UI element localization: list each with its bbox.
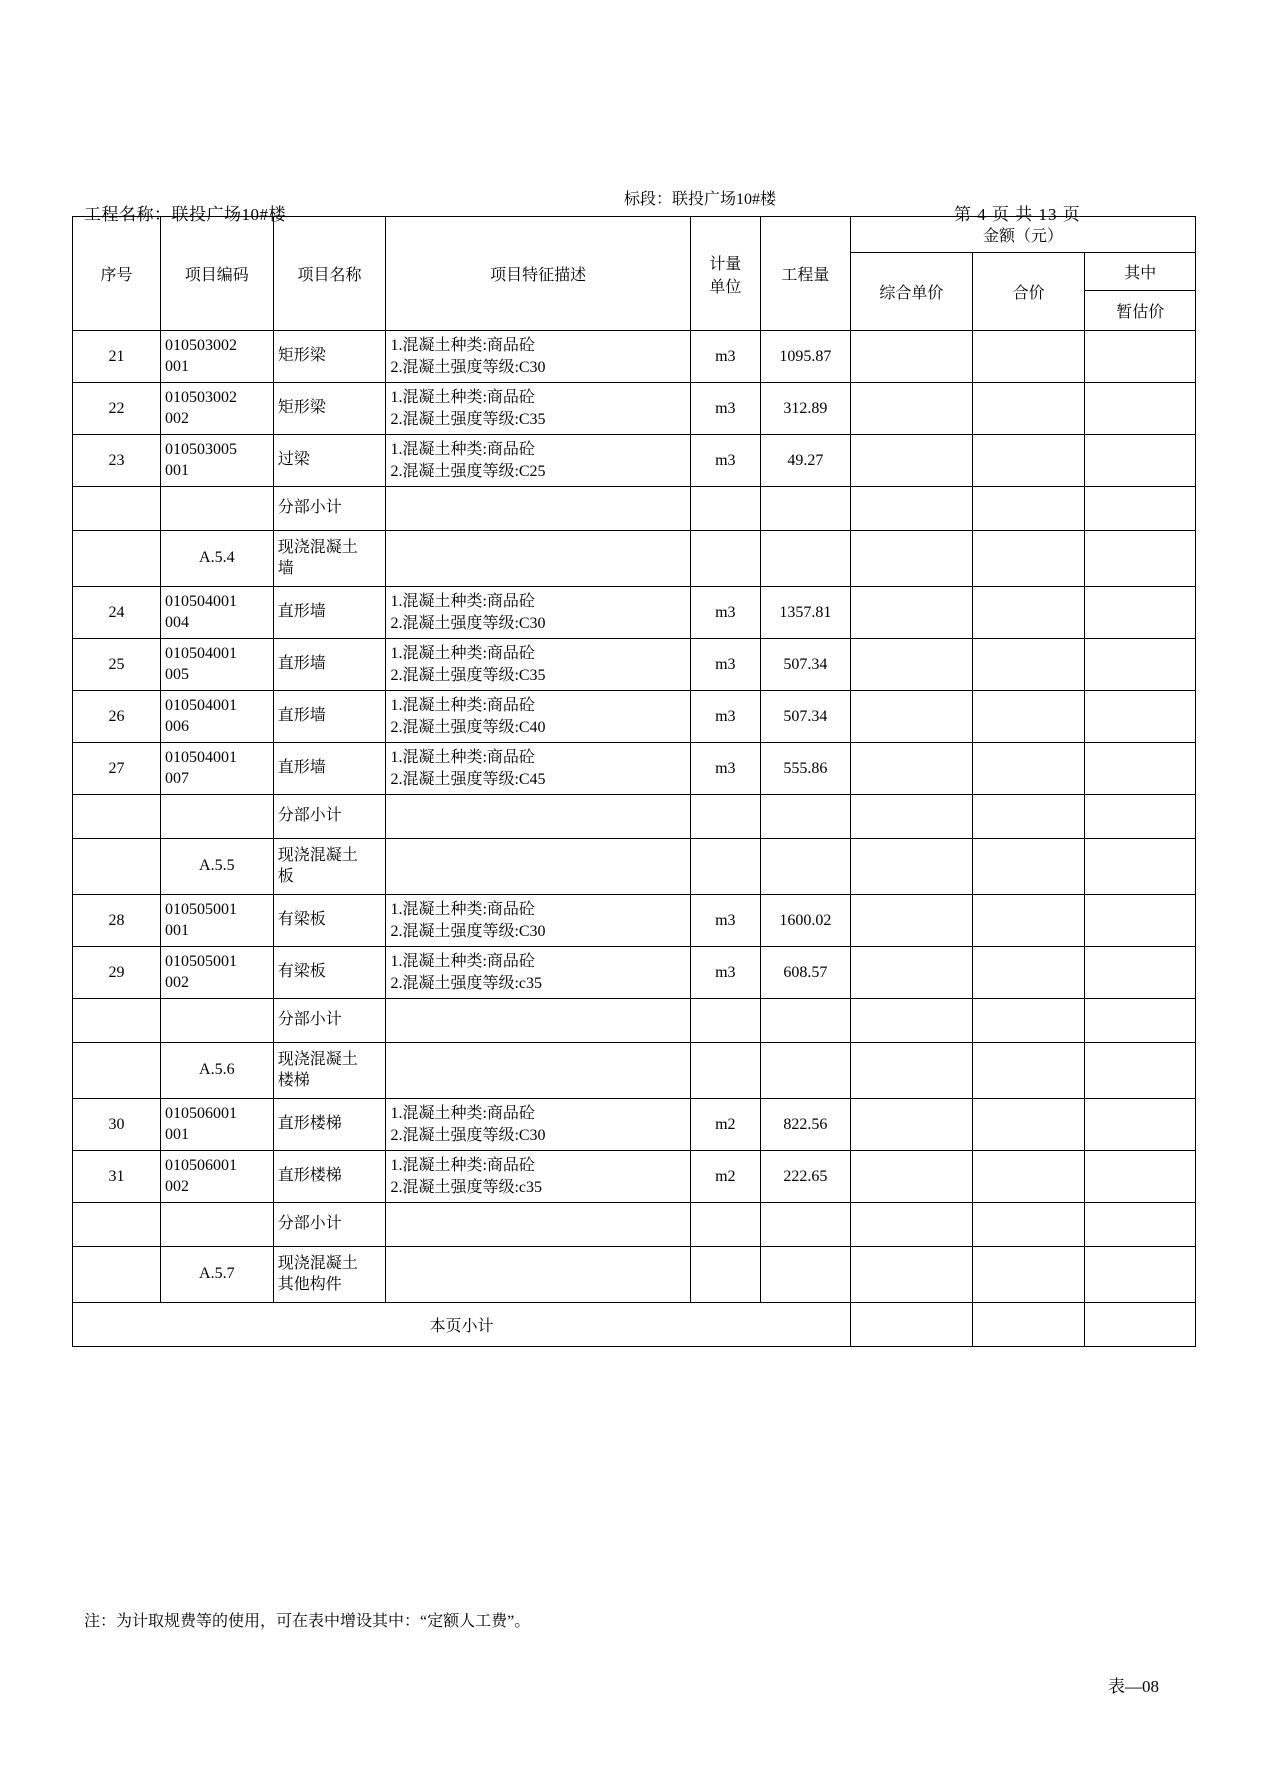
- cell-description: [386, 743, 690, 795]
- cell-name: 直形墙: [273, 639, 386, 691]
- cell-code-line1: 010503002: [164, 336, 237, 354]
- cell-provisional-price: [1085, 487, 1196, 531]
- page-number-label: 第 4 页 共 13 页: [954, 205, 1081, 224]
- cell-total-price: [972, 1203, 1085, 1247]
- cell-code-line2: 002: [164, 409, 189, 427]
- cell-name: 直形楼梯: [273, 1151, 386, 1203]
- cell-name: [273, 531, 386, 587]
- cell-name: 直形墙: [273, 587, 386, 639]
- cell-quantity: [760, 1247, 850, 1303]
- cell-name: 分部小计: [273, 795, 386, 839]
- cell-name-line1: 现浇混凝土: [277, 1254, 358, 1272]
- cell-name: 分部小计: [273, 1203, 386, 1247]
- table-row: [73, 1043, 1196, 1099]
- cell-provisional-price: [1085, 1247, 1196, 1303]
- cell-seq: 26: [73, 691, 161, 743]
- cell-total-price: [972, 795, 1085, 839]
- cell-code-line2: 001: [164, 357, 189, 375]
- cell-seq: [73, 487, 161, 531]
- cell-name: [273, 839, 386, 895]
- form-number: 表—08: [1108, 1677, 1159, 1696]
- footer-note: 注：为计取规费等的使用，可在表中增设其中：“定额人工费”。: [84, 1613, 531, 1630]
- cell-provisional-price: [1085, 839, 1196, 895]
- cell-code-line1: A.5.6: [199, 1061, 235, 1079]
- cell-unit: [690, 839, 760, 895]
- cell-unit: m3: [690, 895, 760, 947]
- cell-provisional-price: [1085, 383, 1196, 435]
- cell-unit-price: [850, 331, 972, 383]
- cell-description: [386, 1203, 690, 1247]
- cell-unit: [690, 795, 760, 839]
- cell-provisional-price: [1085, 895, 1196, 947]
- table-row: [73, 587, 1196, 639]
- cell-total-price: [972, 487, 1085, 531]
- col-header-provisional: 暂估价: [1085, 291, 1196, 331]
- cell-seq: 27: [73, 743, 161, 795]
- cell-description: [386, 383, 690, 435]
- cell-provisional-price: [1085, 795, 1196, 839]
- cell-description-line1: 1.混凝土种类:商品砼: [390, 1104, 535, 1122]
- cell-total-price: [972, 587, 1085, 639]
- cell-description-line2: 2.混凝土强度等级:C35: [390, 410, 546, 428]
- cell-code-line2: 001: [164, 461, 189, 479]
- cell-code: [160, 999, 273, 1043]
- table-header-row-1: [73, 217, 1196, 253]
- cell-description: [386, 839, 690, 895]
- cell-code-line1: 010506001: [164, 1104, 237, 1122]
- col-header-unit-line1: 计量: [709, 255, 742, 273]
- cell-code-line1: 010504001: [164, 592, 237, 610]
- cell-seq: 23: [73, 435, 161, 487]
- cell-name-line2: 板: [277, 867, 294, 885]
- cell-total-price: [972, 1099, 1085, 1151]
- cell-total-price: [972, 639, 1085, 691]
- cell-name: 矩形梁: [273, 331, 386, 383]
- cell-unit: m3: [690, 947, 760, 999]
- cell-name: 分部小计: [273, 999, 386, 1043]
- cell-unit-price: [850, 1203, 972, 1247]
- cell-code-line1: A.5.5: [199, 857, 235, 875]
- table-row: [73, 795, 1196, 839]
- cell-description-line2: 2.混凝土强度等级:C30: [390, 614, 546, 632]
- cell-seq: 30: [73, 1099, 161, 1151]
- cell-unit: [690, 1203, 760, 1247]
- table-row: [73, 639, 1196, 691]
- cell-code: [160, 947, 273, 999]
- cell-quantity: [760, 1203, 850, 1247]
- cell-name: 直形墙: [273, 691, 386, 743]
- cell-seq: 28: [73, 895, 161, 947]
- cell-total-price: [972, 743, 1085, 795]
- table-head: [73, 217, 1196, 331]
- cell-provisional-price: [1085, 999, 1196, 1043]
- cell-code-line1: 010506001: [164, 1156, 237, 1174]
- cell-description: [386, 487, 690, 531]
- cell-code: [160, 383, 273, 435]
- cell-unit: [690, 487, 760, 531]
- cell-quantity: 312.89: [760, 383, 850, 435]
- col-header-code: 项目编码: [160, 217, 273, 331]
- section-label: 标段：联投广场10#楼: [624, 191, 777, 208]
- cell-code-line1: A.5.4: [199, 549, 235, 567]
- cell-total-price: [972, 331, 1085, 383]
- table-row: [73, 691, 1196, 743]
- cell-quantity: 555.86: [760, 743, 850, 795]
- cell-provisional-price: [1085, 531, 1196, 587]
- cell-description-line1: 1.混凝土种类:商品砼: [390, 592, 535, 610]
- cell-name-line2: 其他构件: [277, 1275, 342, 1293]
- cell-code: [160, 795, 273, 839]
- col-header-unit-line2: 单位: [709, 278, 742, 296]
- cell-unit: m3: [690, 435, 760, 487]
- cell-description-line1: 1.混凝土种类:商品砼: [390, 1156, 535, 1174]
- cell-code-line1: 010505001: [164, 952, 237, 970]
- cell-description-line2: 2.混凝土强度等级:C40: [390, 718, 546, 736]
- cell-seq: 24: [73, 587, 161, 639]
- cell-description: [386, 895, 690, 947]
- cell-description: [386, 531, 690, 587]
- table-body: [73, 331, 1196, 1303]
- cell-description-line1: 1.混凝土种类:商品砼: [390, 748, 535, 766]
- cell-unit: [690, 531, 760, 587]
- cell-seq: [73, 1043, 161, 1099]
- table-row: [73, 1247, 1196, 1303]
- cell-provisional-price: [1085, 743, 1196, 795]
- cell-code-line1: A.5.7: [199, 1265, 235, 1283]
- cell-quantity: 1600.02: [760, 895, 850, 947]
- cell-code-line2: 001: [164, 921, 189, 939]
- cell-description: [386, 639, 690, 691]
- cell-description-line1: 1.混凝土种类:商品砼: [390, 388, 535, 406]
- cell-seq: [73, 795, 161, 839]
- cell-seq: 31: [73, 1151, 161, 1203]
- cell-description-line1: 1.混凝土种类:商品砼: [390, 336, 535, 354]
- page-total-total-price-cell: [972, 1303, 1085, 1347]
- cell-code: [160, 895, 273, 947]
- cell-code-line2: 001: [164, 1125, 189, 1143]
- cell-description: [386, 331, 690, 383]
- cell-quantity: 608.57: [760, 947, 850, 999]
- bill-of-quantities-table: [72, 216, 1196, 1347]
- table-row: [73, 999, 1196, 1043]
- page-total-provisional-cell: [1085, 1303, 1196, 1347]
- cell-name: 分部小计: [273, 487, 386, 531]
- cell-name-line1: 现浇混凝土: [277, 1050, 358, 1068]
- cell-unit: m3: [690, 743, 760, 795]
- cell-unit-price: [850, 743, 972, 795]
- cell-quantity: 507.34: [760, 639, 850, 691]
- cell-quantity: 49.27: [760, 435, 850, 487]
- cell-quantity: [760, 999, 850, 1043]
- cell-provisional-price: [1085, 1099, 1196, 1151]
- cell-unit-price: [850, 383, 972, 435]
- cell-quantity: 822.56: [760, 1099, 850, 1151]
- cell-code: [160, 639, 273, 691]
- cell-description: [386, 1099, 690, 1151]
- cell-name: 直形墙: [273, 743, 386, 795]
- cell-unit-price: [850, 587, 972, 639]
- cell-unit: [690, 1247, 760, 1303]
- cell-code: [160, 531, 273, 587]
- table-row: [73, 435, 1196, 487]
- table-row: [73, 1099, 1196, 1151]
- table-foot: [73, 1303, 1196, 1347]
- cell-unit-price: [850, 531, 972, 587]
- cell-name-line2: 墙: [277, 559, 294, 577]
- cell-code-line1: 010505001: [164, 900, 237, 918]
- col-header-desc: 项目特征描述: [386, 217, 690, 331]
- cell-code: [160, 435, 273, 487]
- cell-code: [160, 691, 273, 743]
- cell-description: [386, 435, 690, 487]
- cell-code-line2: 002: [164, 973, 189, 991]
- col-header-total-price: 合价: [972, 253, 1085, 331]
- col-header-unit: [690, 217, 760, 331]
- cell-quantity: 1095.87: [760, 331, 850, 383]
- cell-unit-price: [850, 795, 972, 839]
- cell-provisional-price: [1085, 435, 1196, 487]
- cell-description-line2: 2.混凝土强度等级:C30: [390, 358, 546, 376]
- cell-quantity: 1357.81: [760, 587, 850, 639]
- cell-unit-price: [850, 947, 972, 999]
- cell-code: [160, 1203, 273, 1247]
- cell-seq: 22: [73, 383, 161, 435]
- cell-description: [386, 587, 690, 639]
- cell-unit-price: [850, 895, 972, 947]
- cell-unit: m3: [690, 331, 760, 383]
- cell-name-line2: 楼梯: [277, 1071, 310, 1089]
- cell-code-line1: 010504001: [164, 696, 237, 714]
- cell-total-price: [972, 383, 1085, 435]
- cell-total-price: [972, 839, 1085, 895]
- cell-unit: [690, 999, 760, 1043]
- cell-code-line2: 005: [164, 665, 189, 683]
- cell-name: 有梁板: [273, 947, 386, 999]
- page-total-row: [73, 1303, 1196, 1347]
- cell-unit-price: [850, 1151, 972, 1203]
- cell-provisional-price: [1085, 1151, 1196, 1203]
- cell-code: [160, 331, 273, 383]
- cell-provisional-price: [1085, 691, 1196, 743]
- table-row: [73, 1203, 1196, 1247]
- cell-total-price: [972, 435, 1085, 487]
- cell-description-line2: 2.混凝土强度等级:c35: [390, 1178, 542, 1196]
- cell-code-line1: 010503002: [164, 388, 237, 406]
- cell-unit-price: [850, 435, 972, 487]
- cell-code: [160, 587, 273, 639]
- cell-unit-price: [850, 691, 972, 743]
- cell-unit-price: [850, 1043, 972, 1099]
- cell-seq: 21: [73, 331, 161, 383]
- cell-code-line2: 002: [164, 1177, 189, 1195]
- cell-total-price: [972, 1043, 1085, 1099]
- cell-total-price: [972, 691, 1085, 743]
- cell-unit: m2: [690, 1099, 760, 1151]
- col-header-unit-price: 综合单价: [850, 253, 972, 331]
- cell-provisional-price: [1085, 587, 1196, 639]
- cell-quantity: [760, 1043, 850, 1099]
- cell-seq: [73, 531, 161, 587]
- cell-unit: [690, 1043, 760, 1099]
- cell-seq: [73, 999, 161, 1043]
- cell-unit-price: [850, 487, 972, 531]
- cell-total-price: [972, 1247, 1085, 1303]
- cell-description: [386, 1151, 690, 1203]
- cell-code: [160, 839, 273, 895]
- table-row: [73, 895, 1196, 947]
- col-header-seq: 序号: [73, 217, 161, 331]
- cell-total-price: [972, 999, 1085, 1043]
- cell-description: [386, 1247, 690, 1303]
- cell-name-line1: 现浇混凝土: [277, 538, 358, 556]
- cell-description-line2: 2.混凝土强度等级:C35: [390, 666, 546, 684]
- table-row: [73, 839, 1196, 895]
- cell-description-line2: 2.混凝土强度等级:C30: [390, 922, 546, 940]
- cell-code: [160, 1247, 273, 1303]
- cell-unit: m3: [690, 383, 760, 435]
- cell-quantity: [760, 795, 850, 839]
- cell-name: 有梁板: [273, 895, 386, 947]
- cell-code: [160, 1043, 273, 1099]
- cell-total-price: [972, 947, 1085, 999]
- cell-code-line2: 006: [164, 717, 189, 735]
- cell-unit-price: [850, 1099, 972, 1151]
- cell-code: [160, 1099, 273, 1151]
- cell-code: [160, 1151, 273, 1203]
- cell-description: [386, 999, 690, 1043]
- col-header-among: 其中: [1085, 253, 1196, 291]
- cell-name: [273, 1043, 386, 1099]
- cell-code-line1: 010503005: [164, 440, 237, 458]
- cell-description-line1: 1.混凝土种类:商品砼: [390, 644, 535, 662]
- cell-total-price: [972, 895, 1085, 947]
- cell-description-line2: 2.混凝土强度等级:C30: [390, 1126, 546, 1144]
- cell-name: [273, 1247, 386, 1303]
- cell-code-line1: 010504001: [164, 644, 237, 662]
- cell-unit: m3: [690, 691, 760, 743]
- table-row: [73, 487, 1196, 531]
- cell-description: [386, 795, 690, 839]
- cell-quantity: [760, 531, 850, 587]
- cell-name: 过梁: [273, 435, 386, 487]
- cell-name-line1: 现浇混凝土: [277, 846, 358, 864]
- col-header-qty: 工程量: [760, 217, 850, 331]
- cell-provisional-price: [1085, 331, 1196, 383]
- cell-description-line1: 1.混凝土种类:商品砼: [390, 952, 535, 970]
- cell-name: 矩形梁: [273, 383, 386, 435]
- cell-description: [386, 1043, 690, 1099]
- cell-quantity: [760, 839, 850, 895]
- cell-total-price: [972, 1151, 1085, 1203]
- cell-provisional-price: [1085, 1043, 1196, 1099]
- cell-provisional-price: [1085, 947, 1196, 999]
- table-row: [73, 331, 1196, 383]
- cell-seq: 25: [73, 639, 161, 691]
- cell-seq: [73, 1247, 161, 1303]
- col-header-name: 项目名称: [273, 217, 386, 331]
- cell-description-line1: 1.混凝土种类:商品砼: [390, 696, 535, 714]
- cell-unit: m3: [690, 639, 760, 691]
- page-total-label: 本页小计: [73, 1303, 851, 1347]
- cell-quantity: [760, 487, 850, 531]
- page-total-unit-price-cell: [850, 1303, 972, 1347]
- cell-name: 直形楼梯: [273, 1099, 386, 1151]
- cell-description-line1: 1.混凝土种类:商品砼: [390, 440, 535, 458]
- cell-code: [160, 487, 273, 531]
- cell-code-line2: 007: [164, 769, 189, 787]
- cell-seq: [73, 839, 161, 895]
- cell-seq: 29: [73, 947, 161, 999]
- cell-unit: m3: [690, 587, 760, 639]
- cell-unit-price: [850, 839, 972, 895]
- cell-total-price: [972, 531, 1085, 587]
- cell-provisional-price: [1085, 639, 1196, 691]
- cell-provisional-price: [1085, 1203, 1196, 1247]
- cell-description-line1: 1.混凝土种类:商品砼: [390, 900, 535, 918]
- cell-unit: m2: [690, 1151, 760, 1203]
- cell-unit-price: [850, 639, 972, 691]
- cell-quantity: 222.65: [760, 1151, 850, 1203]
- cell-seq: [73, 1203, 161, 1247]
- cell-description-line2: 2.混凝土强度等级:C25: [390, 462, 546, 480]
- table-row: [73, 1151, 1196, 1203]
- cell-quantity: 507.34: [760, 691, 850, 743]
- cell-unit-price: [850, 1247, 972, 1303]
- cell-description: [386, 691, 690, 743]
- cell-code: [160, 743, 273, 795]
- cell-description-line2: 2.混凝土强度等级:c35: [390, 974, 542, 992]
- project-name-label: 工程名称：联投广场10#楼: [84, 205, 286, 224]
- table-row: [73, 383, 1196, 435]
- cell-unit-price: [850, 999, 972, 1043]
- table-row: [73, 531, 1196, 587]
- cell-code-line1: 010504001: [164, 748, 237, 766]
- cell-code-line2: 004: [164, 613, 189, 631]
- table-row: [73, 743, 1196, 795]
- cell-description-line2: 2.混凝土强度等级:C45: [390, 770, 546, 788]
- col-header-amount-group: 金额（元）: [850, 217, 1195, 253]
- cell-description: [386, 947, 690, 999]
- table-row: [73, 947, 1196, 999]
